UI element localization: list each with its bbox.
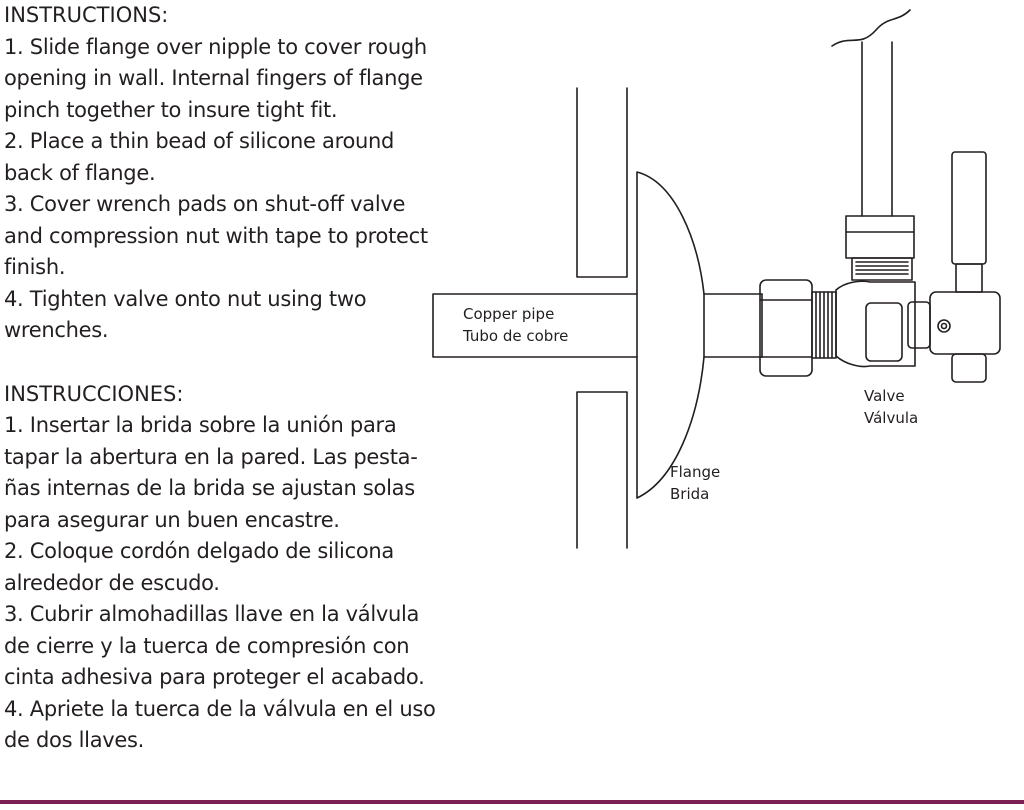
instruction-line: back of flange. [4, 160, 156, 185]
flange-label-en: Flange [670, 463, 721, 481]
section-spacer [4, 347, 429, 379]
instruction-line: 4. Tighten valve onto nut using two [4, 286, 367, 311]
instruction-line: 3. Cover wrench pads on shut-off valve [4, 192, 406, 216]
instruction-line: 1. Insertar la brida sobre la unión para [4, 413, 397, 437]
flange-label [670, 461, 720, 505]
instruction-line: finish. [4, 255, 66, 279]
instruction-line: de cierre y la tuerca de compresión con [4, 633, 410, 658]
instructions-title-en: INSTRUCTIONS: [4, 3, 169, 27]
instructions-title-es: INSTRUCCIONES: [4, 381, 184, 406]
instructions-column [4, 0, 436, 757]
valve-label-es: Válvula [864, 409, 919, 427]
instruction-line: 4. Apriete la tuerca de la válvula en el uso [4, 696, 436, 721]
valve-handle [930, 152, 1000, 382]
valve-label-en: Valve [864, 387, 905, 405]
instructions-spanish [4, 379, 436, 757]
instructions-english [4, 0, 429, 347]
diagram-drawing [420, 0, 1024, 570]
flange-label-es: Brida [670, 485, 710, 503]
copper-pipe-label-es: Tubo de cobre [463, 327, 569, 345]
instruction-line: 1. Slide flange over nipple to cover rough [4, 34, 427, 59]
valve-label [864, 385, 918, 429]
copper-pipe-label-en: Copper pipe [463, 305, 555, 323]
instruction-line: opening in wall. Internal fingers of flange [4, 66, 423, 90]
instruction-line: wrenches. [4, 318, 109, 342]
riser-assembly [832, 10, 914, 280]
instruction-line: 3. Cubrir almohadillas llave en la válvula [4, 602, 420, 626]
instruction-line: de dos llaves. [4, 728, 145, 752]
threads [812, 292, 836, 358]
instruction-line: para asegurar un buen encastre. [4, 507, 340, 532]
instruction-line: 2. Place a thin bead of silicone around [4, 129, 395, 153]
instruction-line: and compression nut with tape to protect [4, 223, 428, 248]
flange [637, 172, 704, 498]
instruction-line: alrededor de escudo. [4, 570, 220, 595]
valve-body [836, 281, 930, 366]
instruction-line: tapar la abertura en la pared. Las pesta- [4, 444, 418, 469]
copper-pipe-label [463, 303, 568, 347]
pipe-nipple [704, 294, 762, 357]
wall [577, 88, 627, 548]
bottom-divider [0, 800, 1024, 804]
valve-installation-diagram [420, 0, 1024, 570]
compression-nut [760, 280, 812, 376]
instruction-line: pinch together to insure tight fit. [4, 97, 338, 122]
instruction-line: 2. Coloque cordón delgado de silicona [4, 539, 394, 563]
instruction-line: ñas internas de la brida se ajustan solas [4, 476, 415, 500]
instruction-line: cinta adhesiva para proteger el acabado. [4, 665, 425, 689]
